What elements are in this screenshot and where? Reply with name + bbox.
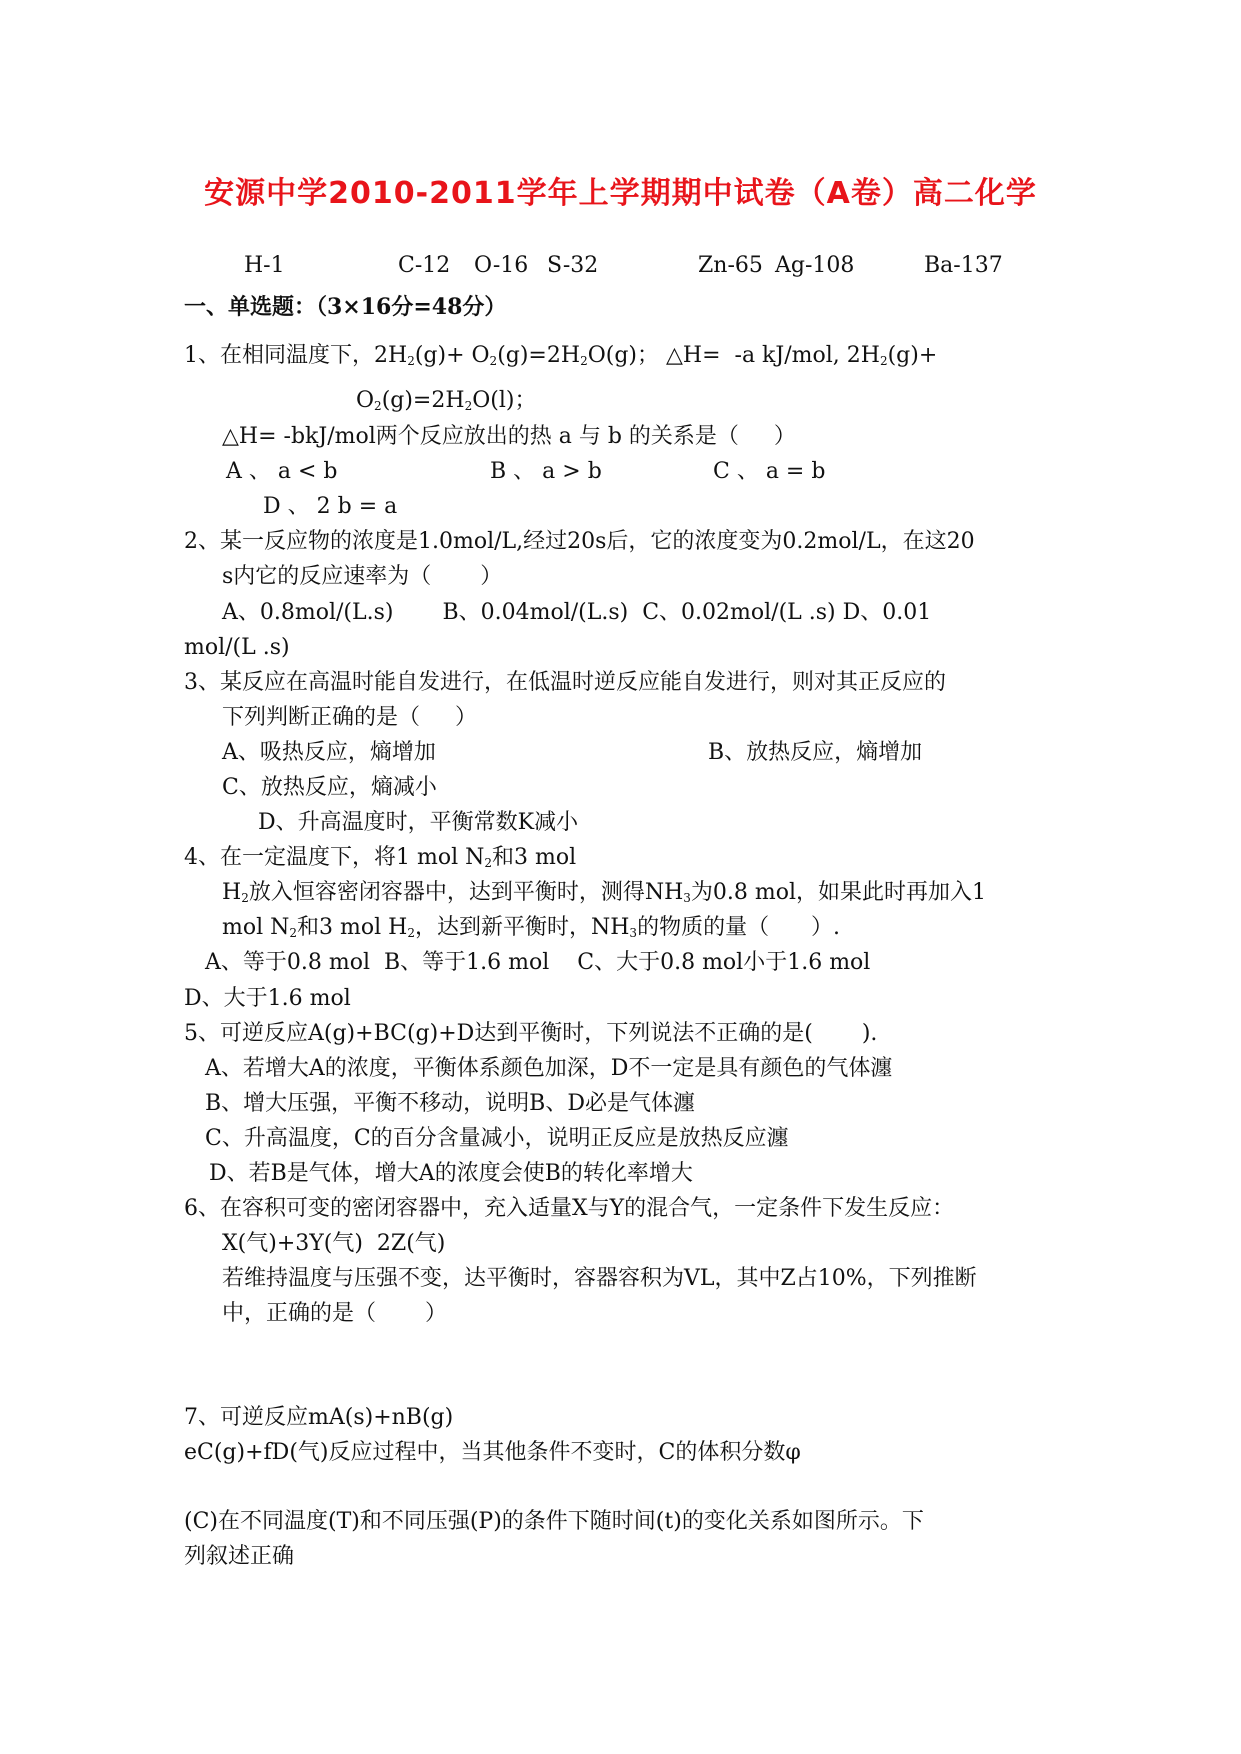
q3-line1: 3、某反应在高温时能自发进行，在低温时逆反应能自发进行，则对其正反应的 — [184, 670, 946, 695]
q3-option-b: B、放热反应，熵增加 — [708, 740, 923, 765]
q6-line1: 6、在容积可变的密闭容器中，充入适量X与Y的混合气，一定条件下发生反应： — [184, 1196, 955, 1221]
q3-option-c: C、放热反应，熵减小 — [222, 775, 437, 800]
exam-title: 安源中学2010-2011学年上学期期中试卷（A卷）高二化学 — [204, 176, 1037, 211]
q5-line1: 5、可逆反应A(g)+BC(g)+D达到平衡时，下列说法不正确的是( ). — [184, 1021, 878, 1046]
q5-option-b: B、增大压强，平衡不移动，说明B、D必是气体瀍 — [205, 1091, 695, 1116]
q5-option-c: C、升高温度，C的百分含量减小，说明正反应是放热反应瀍 — [205, 1126, 789, 1151]
mass-c: C-12 — [398, 253, 451, 278]
mass-h: H-1 — [244, 253, 285, 278]
q7-line3: (C)在不同温度(T)和不同压强(P)的条件下随时间(t)的变化关系如图所示。下 — [184, 1509, 924, 1534]
mass-zn: Zn-65 — [698, 253, 763, 278]
q6-line3: 若维持温度与压强不变，达平衡时，容器容积为VL，其中Z占10%，下列推断 — [222, 1266, 977, 1291]
q1-line3: △H= -bkJ/mol两个反应放出的热 a 与 b 的关系是（ ） — [222, 424, 796, 449]
q2-options: A、0.8mol/(L.s) B、0.04mol/(L.s) C、0.02mol/(L .s) D、0.01 — [222, 600, 932, 625]
q1-option-d: D 、 2 b = a — [263, 494, 398, 519]
q5-option-a: A、若增大A的浓度，平衡体系颜色加深，D不一定是具有颜色的气体瀍 — [205, 1056, 893, 1081]
q2-line1: 2、某一反应物的浓度是1.0mol/L,经过20s后，它的浓度变为0.2mol/L，在这20 — [184, 529, 975, 554]
q1-line2: $O_2(g)=2H_2O(l)$； — [356, 388, 537, 413]
q4-line2: $H_2$放入恒容密闭容器中，达到平衡时，测得$NH_3$为0.8 mol，如果此时再加入1 — [222, 880, 987, 905]
q7-line2: eC(g)+fD(气)反应过程中，当其他条件不变时，C的体积分数φ — [184, 1440, 801, 1465]
mass-o: O-16 — [474, 253, 529, 278]
q7-line1: 7、可逆反应mA(s)+nB(g) — [184, 1405, 454, 1430]
q1-option-c: C 、 a = b — [713, 459, 826, 484]
q6-line4: 中，正确的是（ ） — [222, 1301, 447, 1326]
q4-line3: mol $N_2$和3 mol $H_2$，达到新平衡时，$NH_3$的物质的量（ ）. — [222, 915, 841, 940]
mass-ba: Ba-137 — [924, 253, 1003, 278]
q4-options: A、等于0.8 mol B、等于1.6 mol C、大于0.8 mol小于1.6 mol — [205, 950, 871, 975]
q5-option-d: D、若B是气体，增大A的浓度会使B的转化率增大 — [209, 1161, 693, 1186]
q3-option-d: D、升高温度时，平衡常数K减小 — [258, 810, 579, 835]
q7-line4: 列叙述正确 — [184, 1544, 295, 1569]
q6-line2: X(气)+3Y(气) 2Z(气) — [222, 1231, 446, 1256]
section-heading: 一、单选题：（3×16分=48分） — [184, 294, 507, 320]
q2-line2: s内它的反应速率为（ ） — [222, 564, 503, 589]
mass-ag: Ag-108 — [775, 253, 855, 278]
q4-option-d: D、大于1.6 mol — [184, 986, 351, 1011]
mass-s: S-32 — [547, 253, 599, 278]
q1-option-b: B 、 a > b — [490, 459, 602, 484]
q3-option-a: A、吸热反应，熵增加 — [222, 740, 436, 765]
q2-options-cont: mol/(L .s) — [184, 635, 290, 660]
q1-option-a: A 、 a < b — [226, 459, 338, 484]
q4-line1: 4、在一定温度下，将1 mol $N_2$和3 mol — [184, 845, 577, 870]
q3-line2: 下列判断正确的是（ ） — [222, 705, 477, 730]
q1-line1: 1、在相同温度下，$2H_2(g)+ O_2(g)=2H_2O(g)$； △H= -a kJ/mol, $2H_2(g)+$ — [184, 343, 938, 368]
